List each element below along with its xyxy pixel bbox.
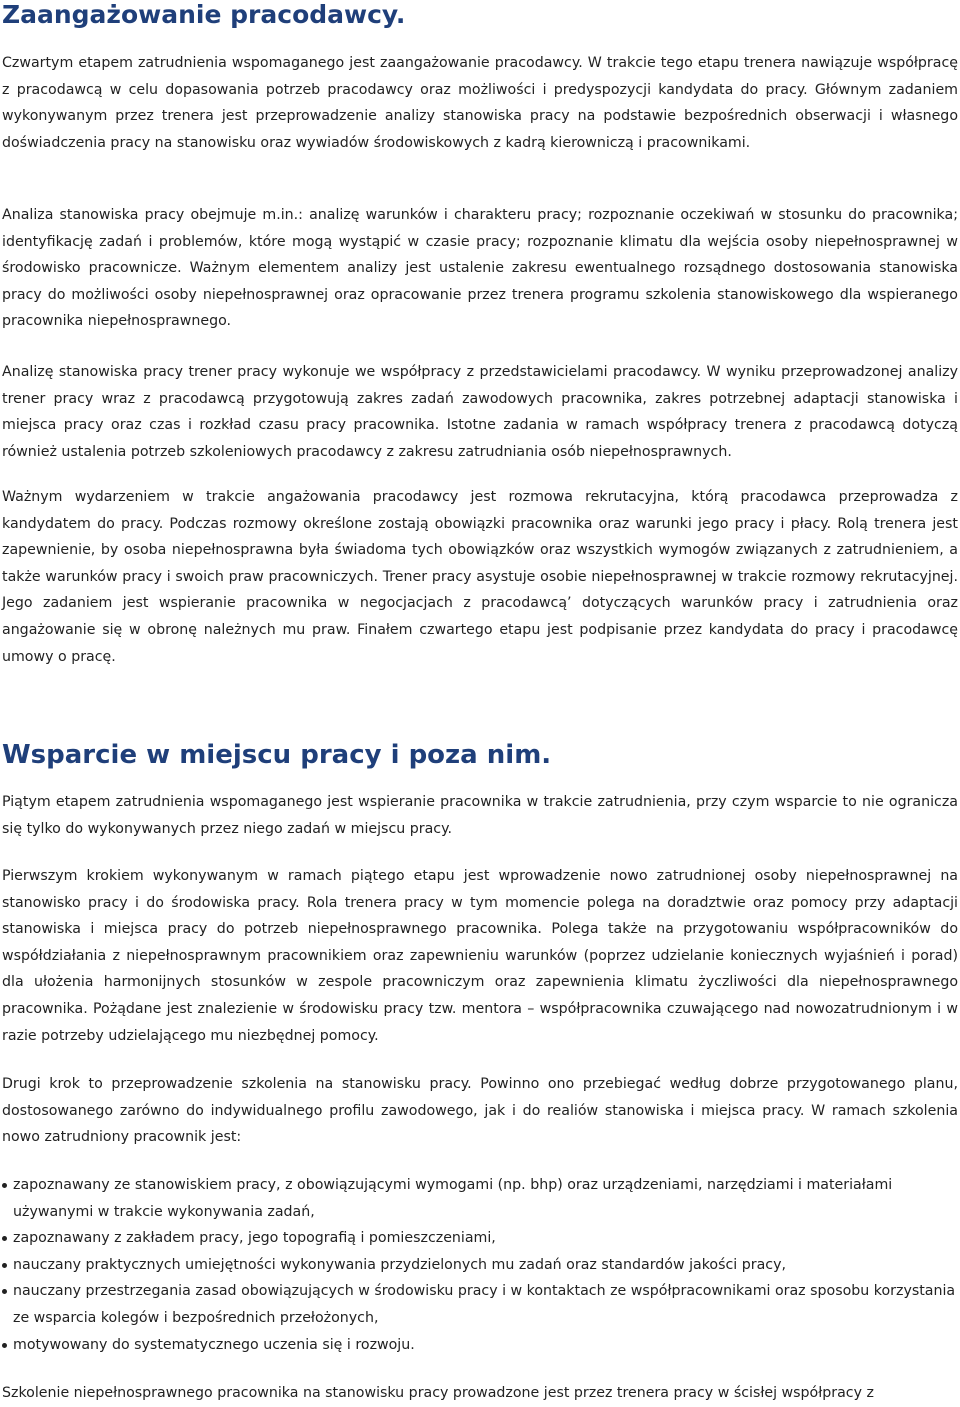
paragraph-intro: Czwartym etapem zatrudnienia wspomaganego jest zaangażowanie pracodawcy. W trakcie tego etapu trenera nawiązuje współpracę z pracodawcą w celu dopasowania potrzeb pracodawcy oraz możliwości i predyspozycji kandydata do pracy. Głównym zadaniem wykonywanym przez trenera jest przeprowadzenie analizy stanowiska pracy na podstawie bezpośrednich obserwacji i własnego doświadczenia pracy na stanowisku oraz wywiadów środowiskowych z kadrą kierowniczą i pracownikami. xyxy=(2,55,958,151)
paragraph-final-truncated: Szkolenie niepełnosprawnego pracownika na stanowisku pracy prowadzone jest przez trenera pracy w ścisłej współpracy z xyxy=(2,1385,874,1401)
training-list xyxy=(2,1172,958,1358)
paragraph-first-step: Pierwszym krokiem wykonywanym w ramach piątego etapu jest wprowadzenie nowo zatrudnionej osoby niepełnosprawnej na stanowisko pracy i do środowiska pracy. Rola trenera pracy w tym momencie polega na doradztwie oraz pomocy przy adaptacji stanowiska i miejsca pracy do potrzeb niepełnosprawnego pracownika. Polega także na przygotowaniu współpracowników do współdziałania z niepełnosprawnym pracownikiem oraz zapewnieniu warunków (poprzez udzielanie koniecznych wyjaśnień i porad) dla ułożenia harmonijnych stosunków w zespole pracowniczym oraz zapewnienia klimatu życzliwości dla niepełnosprawnego pracownika. Pożądane jest znalezienie w środowisku pracy tzw. mentora – współpracownika czuwającego nad nowozatrudnionym i w razie potrzeby udzielającego mu niezbędnej pomocy. xyxy=(2,868,958,1044)
list-item: nauczany praktycznych umiejętności wykonywania przydzielonych mu zadań oraz standardów jakości pracy, xyxy=(2,1252,958,1279)
paragraph-second-step: Drugi krok to przeprowadzenie szkolenia na stanowisku pracy. Powinno ono przebiegać według dobrze przygotowanego planu, dostosowanego zarówno do indywidualnego profilu zawodowego, jak i do realiów stanowiska i miejsca pracy. W ramach szkolenia nowo zatrudniony pracownik jest: xyxy=(2,1076,958,1146)
section-heading-employer-engagement: Zaangażowanie pracodawcy. xyxy=(2,0,406,29)
list-item: zapoznawany z zakładem pracy, jego topografią i pomieszczeniami, xyxy=(2,1225,958,1252)
list-item: motywowany do systematycznego uczenia się i rozwoju. xyxy=(2,1332,958,1359)
paragraph-analysis: Analiza stanowiska pracy obejmuje m.in.: analizę warunków i charakteru pracy; rozpoznanie oczekiwań w stosunku do pracownika; identyfikację zadań i problemów, które mogą wystąpić w czasie pracy; rozpoznanie klimatu dla wejścia osoby niepełnosprawnej w środowisko pracownicze. Ważnym elementem analizy jest ustalenie zakresu ewentualnego rozsądnego dostosowania stanowiska pracy do możliwości osoby niepełnosprawnej oraz opracowanie przez trenera programu szkolenia stanowiskowego dla wspieranego pracownika niepełnosprawnego. xyxy=(2,207,958,330)
section-heading-workplace-support: Wsparcie w miejscu pracy i poza nim. xyxy=(2,740,552,770)
paragraph-stage-five: Piątym etapem zatrudnienia wspomaganego jest wspieranie pracownika w trakcie zatrudnienia, przy czym wsparcie to nie ogranicza się tylko do wykonywanych przez niego zadań w miejscu pracy. xyxy=(2,794,958,837)
paragraph-recruitment: Ważnym wydarzeniem w trakcie angażowania pracodawcy jest rozmowa rekrutacyjna, którą pracodawca przeprowadza z kandydatem do pracy. Podczas rozmowy określone zostają obowiązki pracownika oraz warunki jego pracy i płacy. Rolą trenera jest zapewnienie, by osoba niepełnosprawna była świadoma tych obowiązków oraz wszystkich wymogów związanych z zatrudnieniem, a także warunków pracy i swoich praw pracowniczych. Trener pracy asystuje osobie niepełnosprawnej w trakcie rozmowy rekrutacyjnej. Jego zadaniem jest wspieranie pracownika w negocjacjach z pracodawcą’ dotyczących warunków pracy i zatrudnienia oraz angażowanie się w obronę należnych mu praw. Finałem czwartego etapu jest podpisanie przez kandydata do pracy i pracodawcę umowy o pracę. xyxy=(2,489,958,665)
list-item: zapoznawany ze stanowiskiem pracy, z obowiązującymi wymogami (np. bhp) oraz urządzeniami, narzędziami i materiałami używanymi w trakcie wykonywania zadań, xyxy=(2,1172,958,1225)
list-item: nauczany przestrzegania zasad obowiązujących w środowisku pracy i w kontaktach ze współpracownikami oraz sposobu korzystania ze wsparcia kolegów i bezpośrednich przełożonych, xyxy=(2,1278,958,1331)
paragraph-cooperation: Analizę stanowiska pracy trener pracy wykonuje we współpracy z przedstawicielami pracodawcy. W wyniku przeprowadzonej analizy trener pracy wraz z pracodawcą przygotowują zakres zadań zawodowych pracownika, zakres potrzebnej adaptacji stanowiska i miejsca pracy oraz czas i rozkład czasu pracy pracownika. Istotne zadania w ramach współpracy trenera z pracodawcą dotyczą również ustalenia potrzeb szkoleniowych pracodawcy z zakresu zatrudniania osób niepełnosprawnych. xyxy=(2,364,958,460)
